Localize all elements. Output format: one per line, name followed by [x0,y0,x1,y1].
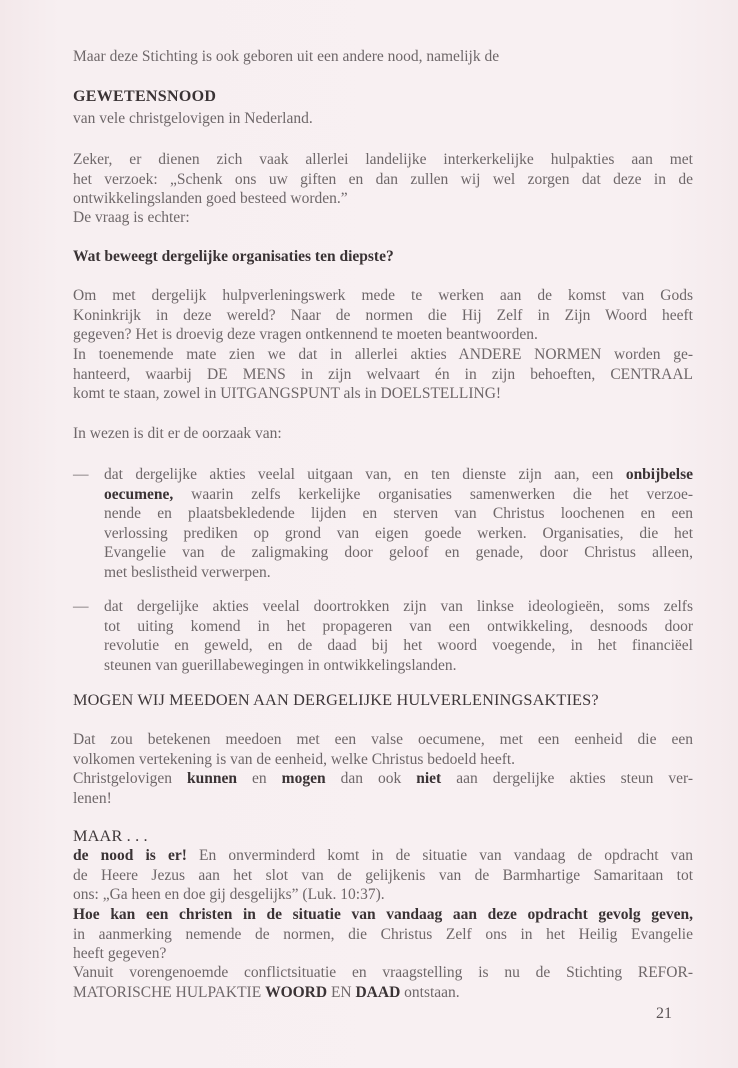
text-line [73,826,693,846]
text-line [104,524,693,544]
text-line [73,846,693,866]
bold-text: kunnen [187,770,238,787]
text-run: van vele christgelovigen in Nederland. [73,110,313,127]
paragraph [73,208,693,228]
text-run: EN [327,983,356,1001]
paragraph [73,247,693,267]
text-run: En onverminderd komt in de situatie van vandaag de opdracht van [186,847,694,864]
text-run: komt te staan, zowel in UITGANGSPUNT als in DOELSTELLING! [73,385,502,403]
bold-text: DAAD [355,983,401,1001]
section-heading [73,690,693,710]
text-line [73,925,693,945]
text-run: met beslistheid verwerpen. [104,563,271,581]
text-run: De vraag is echter: [73,209,190,226]
text-run: de Heere Jezus aan het slot van de gelijkenis van de Barmhartige Samaritaan tot [73,866,693,884]
text-line [73,905,693,925]
section-heading [73,826,693,846]
text-line [73,150,693,170]
text-run: dan ook [325,770,417,787]
text-run: Maar deze Stichting is ook geboren uit een andere nood, namelijk de [73,48,500,65]
text-run: Zeker, er dienen zich vaak allerlei landelijke interkerkelijke hulpakties aan met [73,151,693,168]
text-line [73,944,693,964]
text-run: ontwikkelingslanden goed besteed worden.” [73,190,348,208]
text-line [73,87,693,107]
text-line [104,563,693,583]
text-line [73,885,693,905]
text-line [104,617,693,637]
text-run: in aanmerking nemende de normen, die Christus Zelf ons in het Heilig Evangelie [73,925,693,943]
text-line [73,325,693,345]
text-run: In wezen is dit er de oorzaak van: [73,425,282,442]
text-run: nende en plaatsbekledende lijden en sterven van Christus loochenen en een [104,505,693,523]
text-run: dat dergelijke akties veelal doortrokken zijn van linkse ideologieën, soms zelfs [104,598,693,615]
text-line [73,866,693,886]
paragraph [73,769,693,808]
text-line [104,656,693,676]
text-line [73,730,693,750]
text-run: GEWETENSNOOD [73,88,217,105]
paragraph [73,47,693,67]
paragraph [73,730,693,769]
bold-text: WOORD [265,983,328,1001]
text-line [73,208,693,228]
text-run: Christgelovigen [73,770,188,787]
text-run: Vanuit vorengenoemde conflictsituatie en vraagstelling is nu de Stichting REFOR- [73,964,693,981]
text-run: waarin zelfs kerkelijke organisaties samenwerken die het verzoe- [173,485,693,503]
text-line [73,189,693,209]
bold-text: Hoe kan een christen in de situatie van vandaag aan deze opdracht gevolg geven, [73,906,693,923]
text-run: en [237,770,282,787]
text-run: Dat zou betekenen meedoen met een valse oecumene, met een eenheid die een [73,731,693,748]
paragraph [73,424,693,444]
paragraph [73,150,693,209]
em-dash-bullet: — [73,466,89,483]
paragraph [73,286,693,345]
page-number: 21 [656,1005,672,1022]
text-line [104,597,693,617]
text-run: dat dergelijke akties veelal uitgaan van, en ten dienste zijn aan, een [104,466,626,483]
text-run: Om met dergelijk hulpverleningswerk mede te werken aan de komst van Gods [73,287,693,304]
bold-text: oecumene, [104,485,174,503]
text-line [73,247,693,267]
text-line [73,286,693,306]
bold-text: Wat beweegt dergelijke organisaties ten diepste? [73,248,394,265]
text-run: steunen van guerillabewegingen in ontwikkelingslanden. [104,656,457,674]
text-run: MATORISCHE HULPAKTIE [73,983,266,1001]
dash-list-item [73,597,693,675]
text-line [104,485,693,505]
text-run: revolutie en geweld, en de daad bij het woord voegende, in het financiëel [104,637,693,655]
text-run: MAAR . . . [73,826,148,845]
text-line [104,504,693,524]
bold-text: onbijbelse [625,466,693,483]
text-line [73,424,693,444]
paragraph [73,345,693,404]
text-run: ons: „Ga heen en doe gij desgelijks” (Luk. 10:37). [73,886,385,904]
bold-text: de nood is er! [73,847,187,864]
text-run: verlossing prediken op grond van eigen goede werken. Organisaties, die het [104,524,693,542]
text-line [73,690,693,710]
text-run: Koninkrijk in deze wereld? Naar de normen die Hij Zelf in Zijn Woord heeft [73,306,693,324]
paragraph [73,109,693,129]
em-dash-bullet: — [73,598,89,615]
paragraph [73,846,693,905]
text-line [73,345,693,365]
text-line [73,789,693,809]
dash-list-item [73,465,693,583]
text-line [104,636,693,656]
text-line [73,109,693,129]
text-line [73,170,693,190]
text-line [73,750,693,770]
bold-text: niet [416,770,442,787]
text-run: het verzoek: „Schenk ons uw giften en dan zullen wij wel zorgen dat deze in de [73,170,693,188]
text-line [73,769,693,789]
text-run: In toenemende mate zien we dat in allerlei akties ANDERE NORMEN worden ge- [73,346,693,363]
text-line [73,306,693,326]
section-heading [73,87,693,107]
paragraph [73,963,693,1002]
text-line [73,365,693,385]
bold-text: mogen [281,770,326,787]
text-line [104,543,693,563]
text-line [73,47,693,67]
text-run: MOGEN WIJ MEEDOEN AAN DERGELIJKE HULVERLENINGSAKTIES? [73,690,599,709]
text-line [73,983,693,1003]
text-run: heeft gegeven? [73,945,167,963]
text-run: tot uiting komend in het propageren van een ontwikkeling, desnoods door [104,617,693,635]
text-run: Evangelie van de zaligmaking door geloof en genade, door Christus alleen, [104,544,693,562]
text-run: ontstaan. [400,983,460,1001]
text-run: gegeven? Het is droevig deze vragen ontkennend te moeten beantwoorden. [73,326,538,344]
text-run: lenen! [73,789,112,807]
text-run: aan dergelijke akties steun ver- [441,770,693,787]
text-line [73,963,693,983]
text-line [73,384,693,404]
text-run: volkomen vertekening is van de eenheid, welke Christus bedoeld heeft. [73,750,516,768]
paragraph [73,905,693,964]
text-line [104,465,693,485]
text-run: hanteerd, waarbij DE MENS in zijn welvaart én in zijn behoeften, CENTRAAL [73,365,693,383]
